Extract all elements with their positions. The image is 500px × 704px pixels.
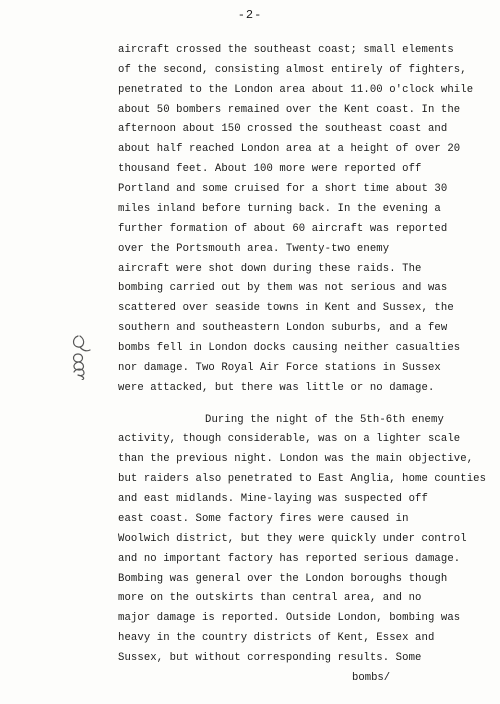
text-line: further formation of about 60 aircraft was reported xyxy=(118,223,448,235)
paragraph-start-line: During the night of the 5th-6th enemy xyxy=(205,414,444,426)
text-line: bombing carried out by them was not serious and was xyxy=(118,282,448,294)
text-line: southern and southeastern London suburbs, and a few xyxy=(118,322,448,334)
text-line: aircraft were shot down during these raids. The xyxy=(118,263,422,275)
text-line: than the previous night. London was the main objective, xyxy=(118,453,474,465)
text-line: scattered over seaside towns in Kent and Sussex, the xyxy=(118,302,454,314)
text-line: east coast. Some factory fires were caused in xyxy=(118,513,409,525)
text-line: afternoon about 150 crossed the southeast coast and xyxy=(118,123,448,135)
handwritten-margin-number xyxy=(70,330,110,380)
catchword: bombs/ xyxy=(352,672,391,684)
text-line: were attacked, but there was little or no damage. xyxy=(118,382,435,394)
text-line: major damage is reported. Outside London, bombing was xyxy=(118,612,461,624)
text-line: Portland and some cruised for a short time about 30 xyxy=(118,183,448,195)
text-line: penetrated to the London area about 11.00 o'clock while xyxy=(118,84,474,96)
text-line: but raiders also penetrated to East Anglia, home counties xyxy=(118,473,487,485)
text-line: aircraft crossed the southeast coast; small elements xyxy=(118,44,454,56)
text-line: Sussex, but without corresponding results. Some xyxy=(118,652,422,664)
text-line: heavy in the country districts of Kent, Essex and xyxy=(118,632,435,644)
text-line: of the second, consisting almost entirely of fighters, xyxy=(118,64,467,76)
text-line: over the Portsmouth area. Twenty-two enemy xyxy=(118,243,390,255)
text-line: nor damage. Two Royal Air Force stations in Sussex xyxy=(118,362,441,374)
text-line: Woolwich district, but they were quickly under control xyxy=(118,533,467,545)
text-line: more on the outskirts than central area, and no xyxy=(118,592,422,604)
text-line: thousand feet. About 100 more were reported off xyxy=(118,163,422,175)
page-number: -2- xyxy=(237,8,263,22)
text-line: activity, though considerable, was on a lighter scale xyxy=(118,433,461,445)
text-line: about 50 bombers remained over the Kent coast. In the xyxy=(118,104,461,116)
text-line: about half reached London area at a height of over 20 xyxy=(118,143,461,155)
text-line: and east midlands. Mine-laying was suspected off xyxy=(118,493,428,505)
text-line: Bombing was general over the London boroughs though xyxy=(118,573,448,585)
text-line: miles inland before turning back. In the evening a xyxy=(118,203,441,215)
text-line: and no important factory has reported serious damage. xyxy=(118,553,461,565)
text-line: bombs fell in London docks causing neither casualties xyxy=(118,342,461,354)
